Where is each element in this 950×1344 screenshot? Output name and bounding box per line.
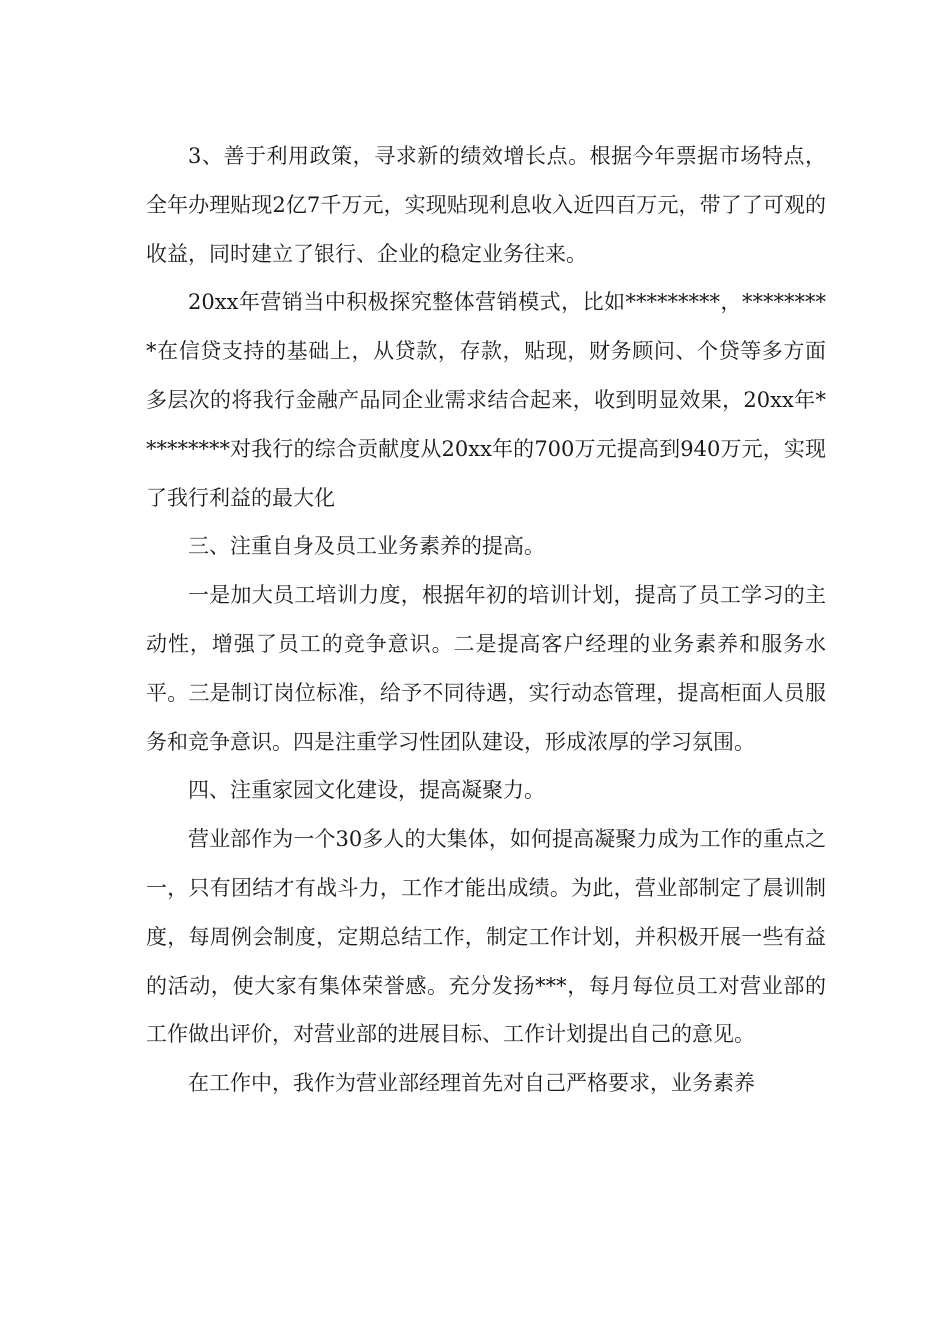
paragraph-staff-training: 一是加大员工培训力度，根据年初的培训计划，提高了员工学习的主动性，增强了员工的竞争意识。二是提高客户经理的业务素养和服务水平。三是制订岗位标准，给予不同待遇，实行动态管理，提高柜面人员服务和竞争意识。四是注重学习性团队建设，形成浓厚的学习氛围。 <box>146 583 826 754</box>
section-heading-staff-quality: 三、注重自身及员工业务素养的提高。 <box>188 534 545 559</box>
section-heading-team-culture: 四、注重家园文化建设，提高凝聚力。 <box>188 778 545 803</box>
paragraph-integrated-marketing: 20xx年营销当中积极探究整体营销模式，比如*********，*********在信贷支持的基础上，从贷款，存款，贴现，财务顾问、个贷等多方面多层次的将我行金融产品同企业需求结合起来，收到明显效果，20xx年*********对我行的综合贡献度从20xx年的700万元提高到940万元，实现了我行利益的最大化 <box>146 290 826 510</box>
paragraph-discount-business: 3、善于利用政策，寻求新的绩效增长点。根据今年票据市场特点，全年办理贴现2亿7千万元，实现贴现利息收入近四百万元，带了了可观的收益，同时建立了银行、企业的稳定业务往来。 <box>146 144 826 266</box>
paragraph-manager-self-discipline: 在工作中，我作为营业部经理首先对自己严格要求，业务素养 <box>188 1071 755 1096</box>
paragraph-cohesion: 营业部作为一个30多人的大集体，如何提高凝聚力成为工作的重点之一，只有团结才有战斗力，工作才能出成绩。为此，营业部制定了晨训制度，每周例会制度，定期总结工作，制定工作计划，并积极开展一些有益的活动，使大家有集体荣誉感。充分发扬***，每月每位员工对营业部的工作做出评价，对营业部的进展目标、工作计划提出自己的意见。 <box>146 827 826 1047</box>
document-body <box>146 132 826 1108</box>
